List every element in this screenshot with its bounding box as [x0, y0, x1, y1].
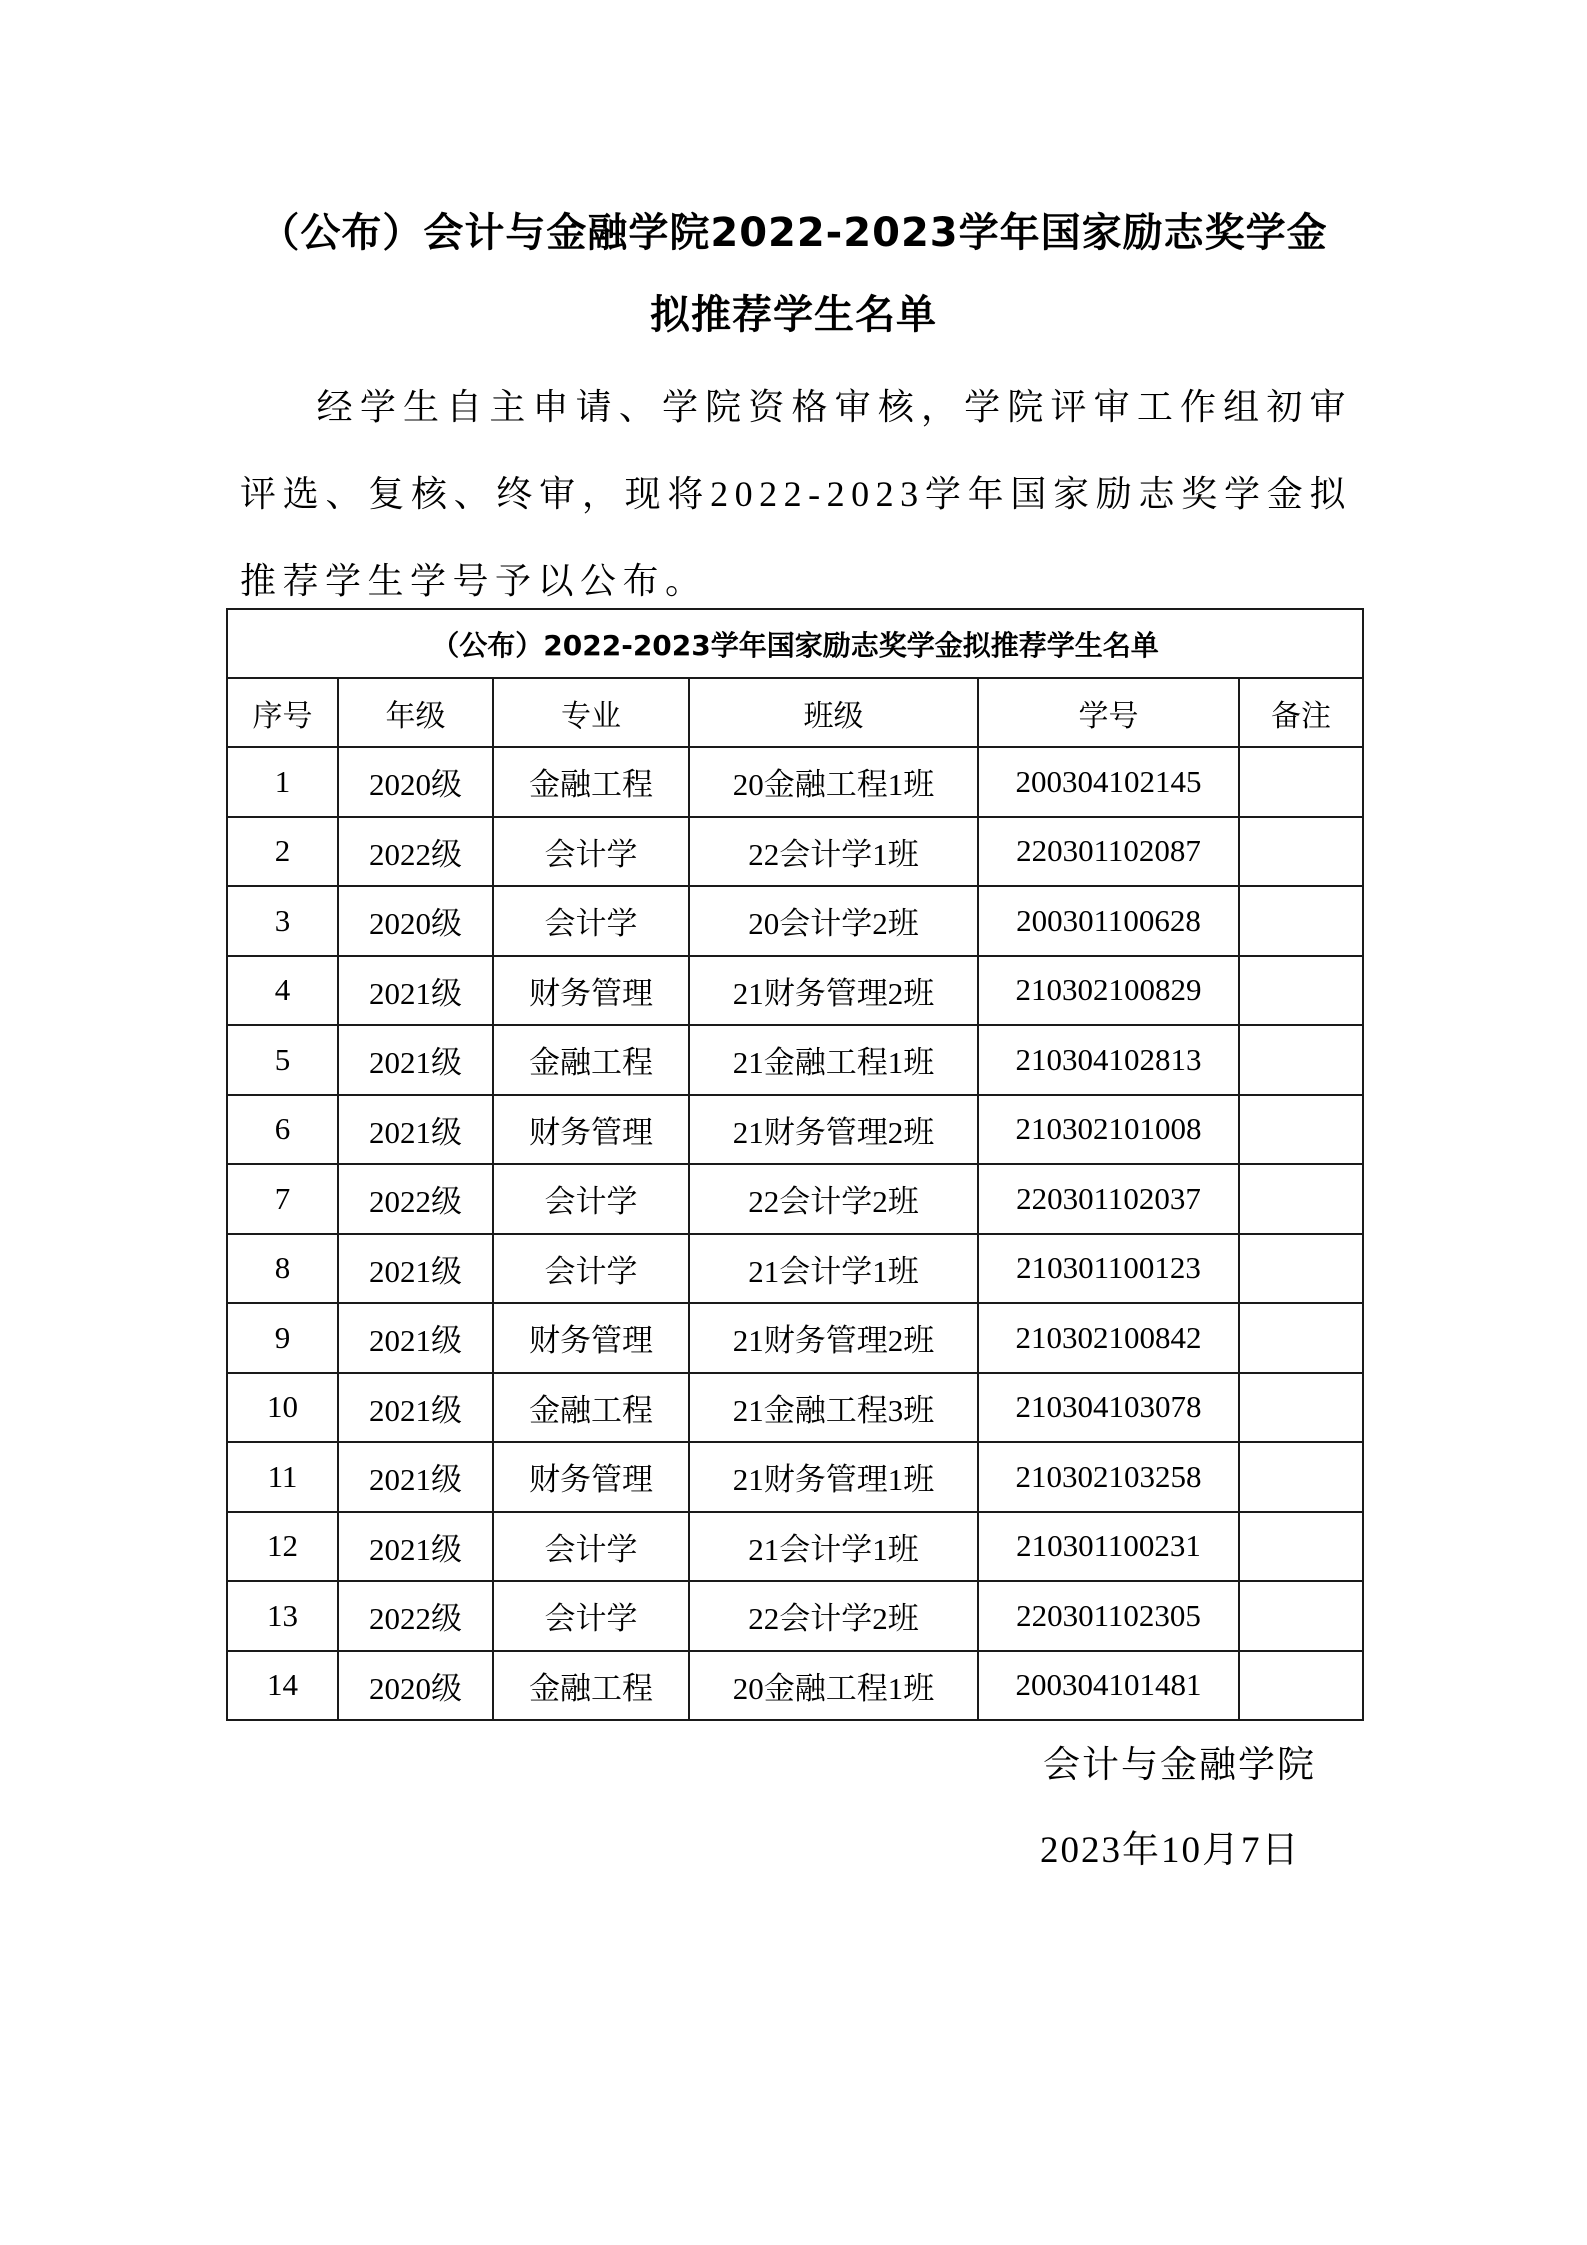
cell-student-id: 200304102145	[978, 747, 1239, 817]
cell-index: 2	[227, 817, 338, 887]
table-body	[227, 747, 1363, 1720]
cell-major: 金融工程	[493, 1651, 689, 1721]
cell-student-id: 220301102087	[978, 817, 1239, 887]
cell-remarks	[1239, 956, 1363, 1026]
cell-remarks	[1239, 1373, 1363, 1443]
cell-student-id: 210304103078	[978, 1373, 1239, 1443]
table-caption-row	[227, 609, 1363, 678]
cell-grade: 2021级	[338, 1373, 493, 1443]
cell-remarks	[1239, 1303, 1363, 1373]
column-header-student-id: 学号	[978, 678, 1239, 747]
cell-remarks	[1239, 1164, 1363, 1234]
intro-paragraph-text: 经学生自主申请、学院资格审核，学院评审工作组初审评选、复核、终审，现将2022-2023学年国家励志奖学金拟推荐学生学号予以公布。	[240, 387, 1352, 601]
cell-remarks	[1239, 1234, 1363, 1304]
cell-student-id: 210302101008	[978, 1095, 1239, 1165]
table-row	[227, 1442, 1363, 1512]
cell-student-id: 200304101481	[978, 1651, 1239, 1721]
document-title-line-1: （公布）会计与金融学院2022-2023学年国家励志奖学金	[259, 210, 1328, 256]
cell-student-id: 210302100829	[978, 956, 1239, 1026]
column-header-index: 序号	[227, 678, 338, 747]
cell-class: 21金融工程1班	[689, 1025, 978, 1095]
table-row	[227, 1164, 1363, 1234]
cell-class: 21金融工程3班	[689, 1373, 978, 1443]
cell-student-id: 210304102813	[978, 1025, 1239, 1095]
cell-grade: 2020级	[338, 747, 493, 817]
cell-index: 3	[227, 886, 338, 956]
column-header-grade: 年级	[338, 678, 493, 747]
cell-major: 财务管理	[493, 1095, 689, 1165]
signature-organization: 会计与金融学院	[1043, 1745, 1316, 1786]
table-row	[227, 817, 1363, 887]
cell-student-id: 220301102305	[978, 1581, 1239, 1651]
cell-class: 21财务管理2班	[689, 1095, 978, 1165]
cell-class: 20金融工程1班	[689, 747, 978, 817]
cell-class: 22会计学2班	[689, 1581, 978, 1651]
cell-index: 12	[227, 1512, 338, 1582]
table-row	[227, 1095, 1363, 1165]
cell-grade: 2020级	[338, 1651, 493, 1721]
cell-grade: 2021级	[338, 1303, 493, 1373]
column-header-class: 班级	[689, 678, 978, 747]
cell-grade: 2021级	[338, 1095, 493, 1165]
table-row	[227, 1512, 1363, 1582]
cell-index: 4	[227, 956, 338, 1026]
cell-index: 7	[227, 1164, 338, 1234]
table-row	[227, 1651, 1363, 1721]
cell-major: 金融工程	[493, 1025, 689, 1095]
cell-class: 21财务管理1班	[689, 1442, 978, 1512]
intro-paragraph	[240, 364, 1352, 625]
table-row	[227, 886, 1363, 956]
cell-student-id: 200301100628	[978, 886, 1239, 956]
cell-major: 财务管理	[493, 1442, 689, 1512]
cell-major: 财务管理	[493, 1303, 689, 1373]
cell-remarks	[1239, 1581, 1363, 1651]
cell-index: 8	[227, 1234, 338, 1304]
cell-remarks	[1239, 1512, 1363, 1582]
cell-student-id: 210302100842	[978, 1303, 1239, 1373]
cell-grade: 2021级	[338, 1025, 493, 1095]
cell-remarks	[1239, 886, 1363, 956]
column-header-remarks: 备注	[1239, 678, 1363, 747]
document-title-line-2: 拟推荐学生名单	[650, 292, 937, 338]
table-row	[227, 747, 1363, 817]
table-caption: （公布）2022-2023学年国家励志奖学金拟推荐学生名单	[227, 609, 1363, 678]
cell-major: 财务管理	[493, 956, 689, 1026]
cell-class: 21财务管理2班	[689, 1303, 978, 1373]
cell-grade: 2021级	[338, 1442, 493, 1512]
cell-grade: 2020级	[338, 886, 493, 956]
table-row	[227, 1025, 1363, 1095]
cell-major: 会计学	[493, 1234, 689, 1304]
table-row	[227, 1303, 1363, 1373]
cell-index: 14	[227, 1651, 338, 1721]
table-row	[227, 1581, 1363, 1651]
cell-student-id: 220301102037	[978, 1164, 1239, 1234]
table-row	[227, 956, 1363, 1026]
cell-remarks	[1239, 1095, 1363, 1165]
cell-remarks	[1239, 1651, 1363, 1721]
cell-major: 会计学	[493, 1512, 689, 1582]
cell-index: 13	[227, 1581, 338, 1651]
cell-major: 会计学	[493, 886, 689, 956]
cell-remarks	[1239, 747, 1363, 817]
recommended-students-table	[226, 608, 1364, 1721]
table-row	[227, 1234, 1363, 1304]
cell-grade: 2022级	[338, 1581, 493, 1651]
cell-major: 金融工程	[493, 747, 689, 817]
cell-remarks	[1239, 1442, 1363, 1512]
cell-major: 金融工程	[493, 1373, 689, 1443]
cell-grade: 2021级	[338, 1512, 493, 1582]
cell-class: 20金融工程1班	[689, 1651, 978, 1721]
cell-index: 11	[227, 1442, 338, 1512]
cell-remarks	[1239, 817, 1363, 887]
cell-class: 22会计学1班	[689, 817, 978, 887]
cell-student-id: 210302103258	[978, 1442, 1239, 1512]
cell-index: 1	[227, 747, 338, 817]
table-header-row	[227, 678, 1363, 747]
cell-class: 21会计学1班	[689, 1234, 978, 1304]
cell-index: 9	[227, 1303, 338, 1373]
cell-index: 6	[227, 1095, 338, 1165]
cell-grade: 2022级	[338, 817, 493, 887]
table-row	[227, 1373, 1363, 1443]
cell-student-id: 210301100231	[978, 1512, 1239, 1582]
signature-date: 2023年10月7日	[1040, 1830, 1301, 1871]
cell-major: 会计学	[493, 817, 689, 887]
cell-index: 5	[227, 1025, 338, 1095]
cell-class: 21会计学1班	[689, 1512, 978, 1582]
cell-grade: 2021级	[338, 1234, 493, 1304]
cell-student-id: 210301100123	[978, 1234, 1239, 1304]
cell-major: 会计学	[493, 1581, 689, 1651]
cell-grade: 2022级	[338, 1164, 493, 1234]
cell-major: 会计学	[493, 1164, 689, 1234]
column-header-major: 专业	[493, 678, 689, 747]
cell-grade: 2021级	[338, 956, 493, 1026]
cell-class: 21财务管理2班	[689, 956, 978, 1026]
cell-class: 22会计学2班	[689, 1164, 978, 1234]
cell-index: 10	[227, 1373, 338, 1443]
cell-class: 20会计学2班	[689, 886, 978, 956]
cell-remarks	[1239, 1025, 1363, 1095]
